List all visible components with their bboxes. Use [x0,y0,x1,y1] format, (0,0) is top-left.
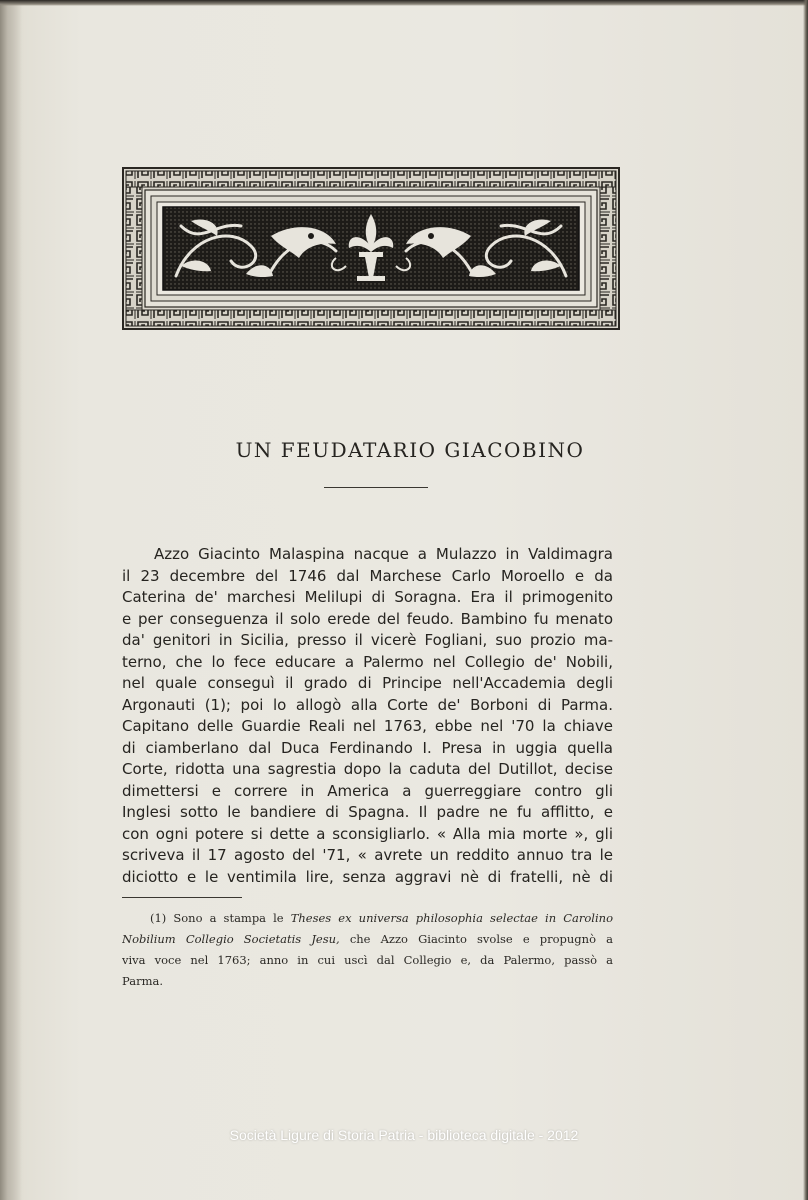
title-rule [324,487,428,488]
body-line: Argonauti (1); poi lo allogò alla Corte de' Borboni di Parma. [122,695,613,714]
footnote-italic-text: Theses ex universa philosophia selectae in Carolino [290,911,613,925]
chapter-title: UN FEUDATARIO GIACOBINO [235,438,585,462]
footnote [122,908,613,992]
footnote-text: (1) Sono a stampa le [150,911,291,925]
body-line: diciotto e le ventimila lire, senza aggravi nè di fratelli, nè di [122,867,613,886]
footnote-line: viva voce nel 1763; anno in cui uscì dal Collegio e, da Palermo, passò a [122,953,613,967]
body-line: il 23 decembre del 1746 dal Marchese Carlo Moroello e da [122,566,613,585]
body-line: nel quale conseguì il grado di Principe nell'Accademia degli [122,674,613,692]
footnote-line [122,929,613,950]
body-line: da' genitori in Sicilia, presso il vicerè Fogliani, suo prozio ma- [122,631,613,649]
page-top-edge [0,0,808,6]
body-line: Inglesi sotto le bandiere di Spagna. Il padre ne fu afflitto, e [122,803,613,821]
body-line: Corte, ridotta una sagrestia dopo la caduta del Dutillot, decise [122,760,613,778]
body-line: dimettersi e correre in America a guerreggiare contro gli [122,781,613,800]
footnote-line: Parma. [122,974,163,988]
page-right-edge [803,0,808,1200]
body-line: Capitano delle Guardie Reali nel 1763, ebbe nel '70 la chiave [122,717,613,735]
footnote-text: che Azzo Giacinto svolse e propugnò a [339,932,613,946]
library-watermark: Società Ligure di Storia Patria - biblioteca digitale - 2012 [229,1127,579,1143]
body-line: Azzo Giacinto Malaspina nacque a Mulazzo in Valdimagra [154,545,613,563]
body-line: Caterina de' marchesi Melilupi di Soragna. Era il primogenito [122,588,613,606]
footnote-italic-text: Nobilium Collegio Societatis Jesu, [122,932,340,946]
ornamental-headpiece-icon [121,166,621,331]
footnote-line [122,908,613,929]
body-line: di ciamberlano dal Duca Ferdinando I. Presa in uggia quella [122,738,613,757]
body-line: e per conseguenza il solo erede del feudo. Bambino fu menato [122,609,613,628]
body-text [122,544,613,888]
footnote-rule [122,897,242,898]
body-line: scriveva il 17 agosto del '71, « avrete un reddito annuo tra le [122,846,613,864]
body-line: con ogni potere si dette a sconsigliarlo. « Alla mia morte », gli [122,824,613,843]
body-line: terno, che lo fece educare a Palermo nel Collegio de' Nobili, [122,652,613,671]
page-gutter-shadow [0,0,22,1200]
